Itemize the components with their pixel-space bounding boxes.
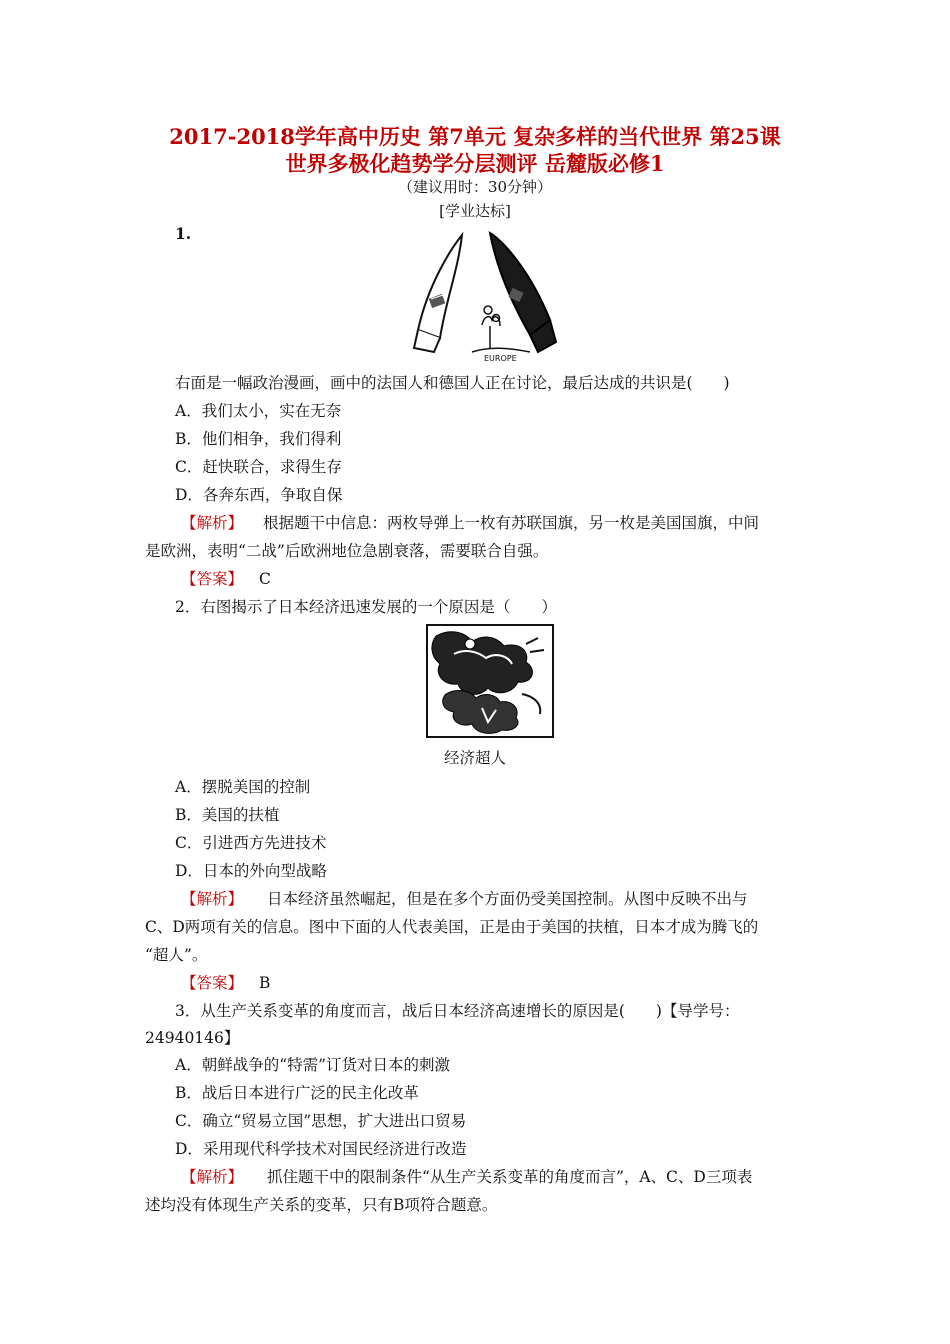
question-2-analysis-cont: C、D两项有关的信息。图中下面的人代表美国，正是由于美国的扶植，日本才成为腾飞的	[145, 918, 759, 936]
question-3-stem-cont: 24940146】	[145, 1029, 240, 1047]
analysis-text: 抓住题干中的限制条件“从生产关系变革的角度而言”，A、C、D三项表	[267, 1168, 753, 1186]
analysis-text: 日本经济虽然崛起，但是在多个方面仍受美国控制。从图中反映不出与	[267, 890, 748, 908]
question-2-option-d: D．日本的外向型战略	[175, 862, 327, 880]
document-title-line-1: 2017-2018学年高中历史 第7单元 复杂多样的当代世界 第25课	[169, 124, 781, 149]
answer-tag: 【答案】	[181, 570, 244, 588]
economic-superman-image	[426, 624, 554, 738]
time-note: （建议用时：30分钟）	[397, 178, 553, 196]
document-title-line-2: 世界多极化趋势学分层测评 岳麓版必修1	[285, 151, 665, 176]
question-1-option-b: B．他们相争，我们得利	[175, 430, 342, 448]
question-1-option-a: A．我们太小，实在无奈	[175, 402, 342, 420]
analysis-tag: 【解析】	[181, 514, 244, 532]
question-1-option-c: C．赶快联合，求得生存	[175, 458, 342, 476]
analysis-tag: 【解析】	[181, 1168, 244, 1186]
question-2-stem: 2．右图揭示了日本经济迅速发展的一个原因是（ ）	[175, 598, 557, 616]
question-2-analysis	[181, 887, 748, 909]
question-1-analysis	[181, 511, 759, 533]
answer-value: B	[259, 974, 271, 992]
question-1-stem: 右面是一幅政治漫画，画中的法国人和德国人正在讨论，最后达成的共识是( )	[175, 374, 730, 392]
question-1-answer	[181, 567, 271, 589]
image-caption: 经济超人	[443, 749, 506, 767]
question-3-option-a: A．朝鲜战争的“特需”订货对日本的刺激	[175, 1056, 451, 1074]
europe-label: EUROPE	[484, 354, 517, 362]
question-2-option-b: B．美国的扶植	[175, 806, 280, 824]
question-3-option-b: B．战后日本进行广泛的民主化改革	[175, 1084, 419, 1102]
question-3-analysis	[181, 1165, 752, 1187]
analysis-text: 根据题干中信息：两枚导弹上一枚有苏联国旗，另一枚是美国国旗，中间	[263, 514, 760, 532]
answer-value: C	[259, 570, 271, 588]
section-heading: [学业达标]	[439, 202, 511, 220]
question-2-answer	[181, 971, 270, 993]
question-1-analysis-cont: 是欧洲，表明“二战”后欧洲地位急剧衰落，需要联合自强。	[145, 542, 549, 560]
answer-tag: 【答案】	[181, 974, 244, 992]
question-3-stem: 3．从生产关系变革的角度而言，战后日本经济高速增长的原因是( )【导学号：	[175, 1002, 740, 1020]
question-3-analysis-cont: 述均没有体现生产关系的变革，只有B项符合题意。	[145, 1196, 498, 1214]
question-2-option-a: A．摆脱美国的控制	[175, 778, 311, 796]
question-3-option-d: D．采用现代科学技术对国民经济进行改造	[175, 1140, 467, 1158]
analysis-tag: 【解析】	[181, 890, 244, 908]
question-1-number: 1.	[175, 224, 192, 243]
question-2-option-c: C．引进西方先进技术	[175, 834, 327, 852]
question-1-option-d: D．各奔东西，争取自保	[175, 486, 343, 504]
cartoon-missiles-image	[410, 230, 560, 362]
question-3-option-c: C．确立“贸易立国”思想，扩大进出口贸易	[175, 1112, 467, 1130]
question-2-analysis-cont-2: “超人”。	[145, 946, 208, 964]
